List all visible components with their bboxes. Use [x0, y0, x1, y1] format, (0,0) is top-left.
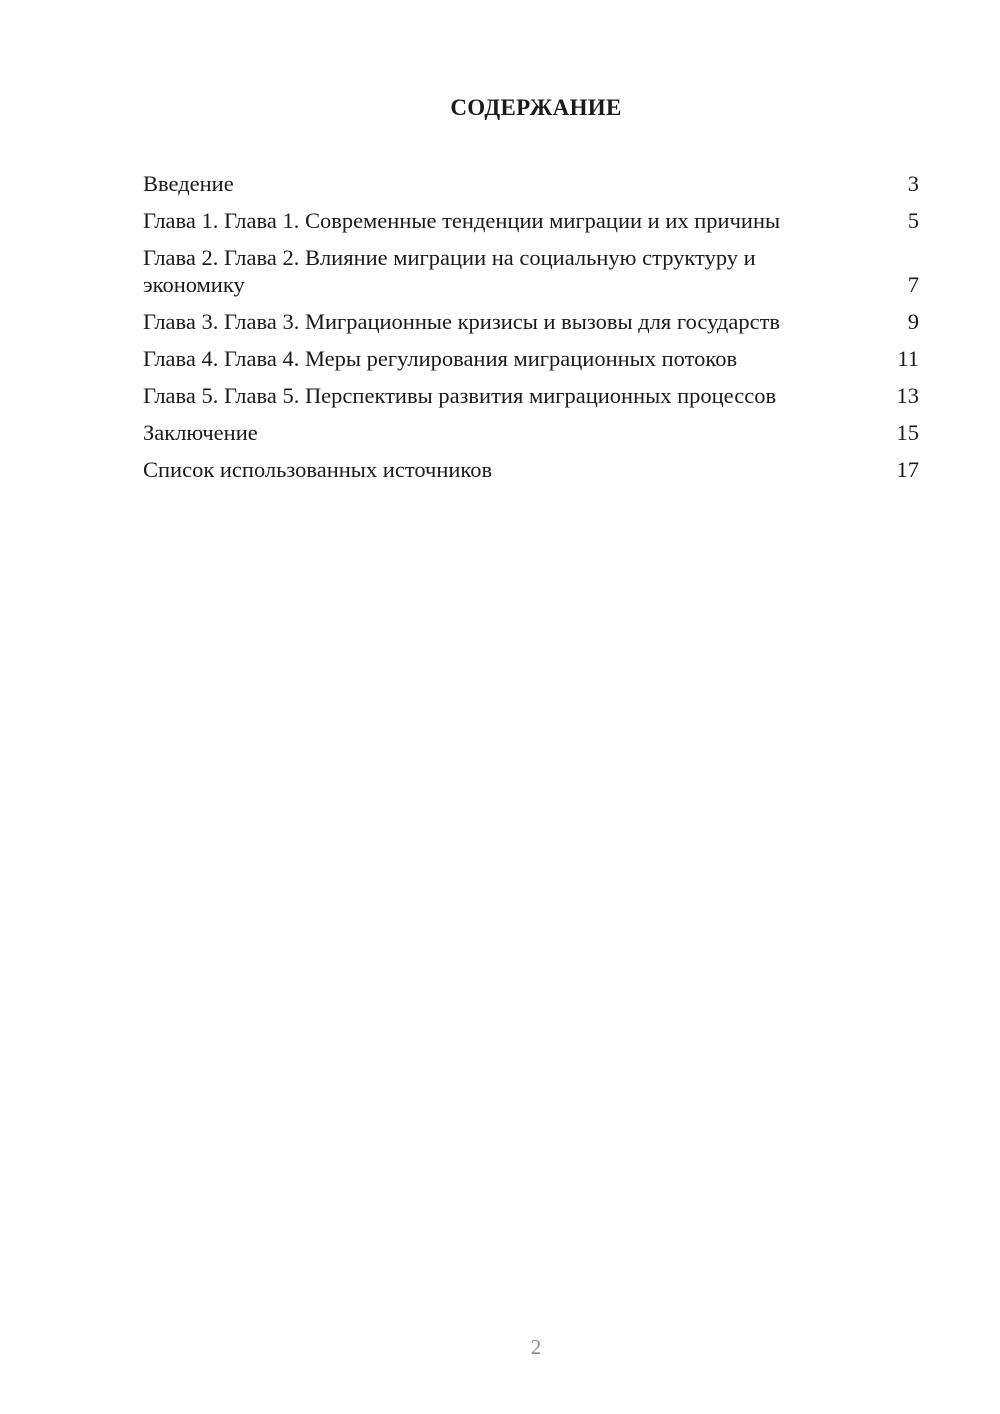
- toc-entry-text: Глава 2. Глава 2. Влияние миграции на социальную структуру и экономику: [143, 245, 756, 297]
- toc-entry-chapter-5[interactable]: [143, 382, 919, 409]
- toc-entry-page: 17: [896, 457, 919, 482]
- toc-entry-page: 13: [896, 383, 919, 408]
- toc-entry-chapter-4[interactable]: [143, 345, 919, 372]
- toc-entry-text: Глава 4. Глава 4. Меры регулирования миграционных потоков: [143, 346, 738, 371]
- toc-entry-page: 7: [907, 272, 919, 297]
- toc-entry-text: Глава 1. Глава 1. Современные тенденции миграции и их причины: [143, 208, 781, 233]
- toc-entry-page: 11: [897, 346, 919, 371]
- toc-entry-page: 5: [907, 208, 919, 233]
- toc-entry-chapter-2[interactable]: [143, 244, 919, 298]
- table-of-contents: [143, 170, 919, 493]
- toc-entry-text: Глава 5. Глава 5. Перспективы развития миграционных процессов: [143, 383, 777, 408]
- toc-entry-page: 3: [907, 171, 919, 196]
- page-number: 2: [530, 1335, 542, 1359]
- toc-entry-conclusion[interactable]: [143, 419, 919, 446]
- toc-entry-chapter-1[interactable]: [143, 207, 919, 234]
- toc-entry-text: Список использованных источников: [143, 457, 493, 482]
- toc-entry-text: Заключение: [143, 420, 258, 445]
- toc-entry-introduction[interactable]: [143, 170, 919, 197]
- toc-entry-page: 15: [896, 420, 919, 445]
- toc-entry-text: Введение: [143, 171, 234, 196]
- toc-entry-references[interactable]: [143, 456, 919, 483]
- toc-entry-chapter-3[interactable]: [143, 308, 919, 335]
- toc-entry-text: Глава 3. Глава 3. Миграционные кризисы и вызовы для государств: [143, 309, 781, 334]
- page-title: СОДЕРЖАНИЕ: [450, 95, 622, 120]
- toc-entry-page: 9: [907, 309, 919, 334]
